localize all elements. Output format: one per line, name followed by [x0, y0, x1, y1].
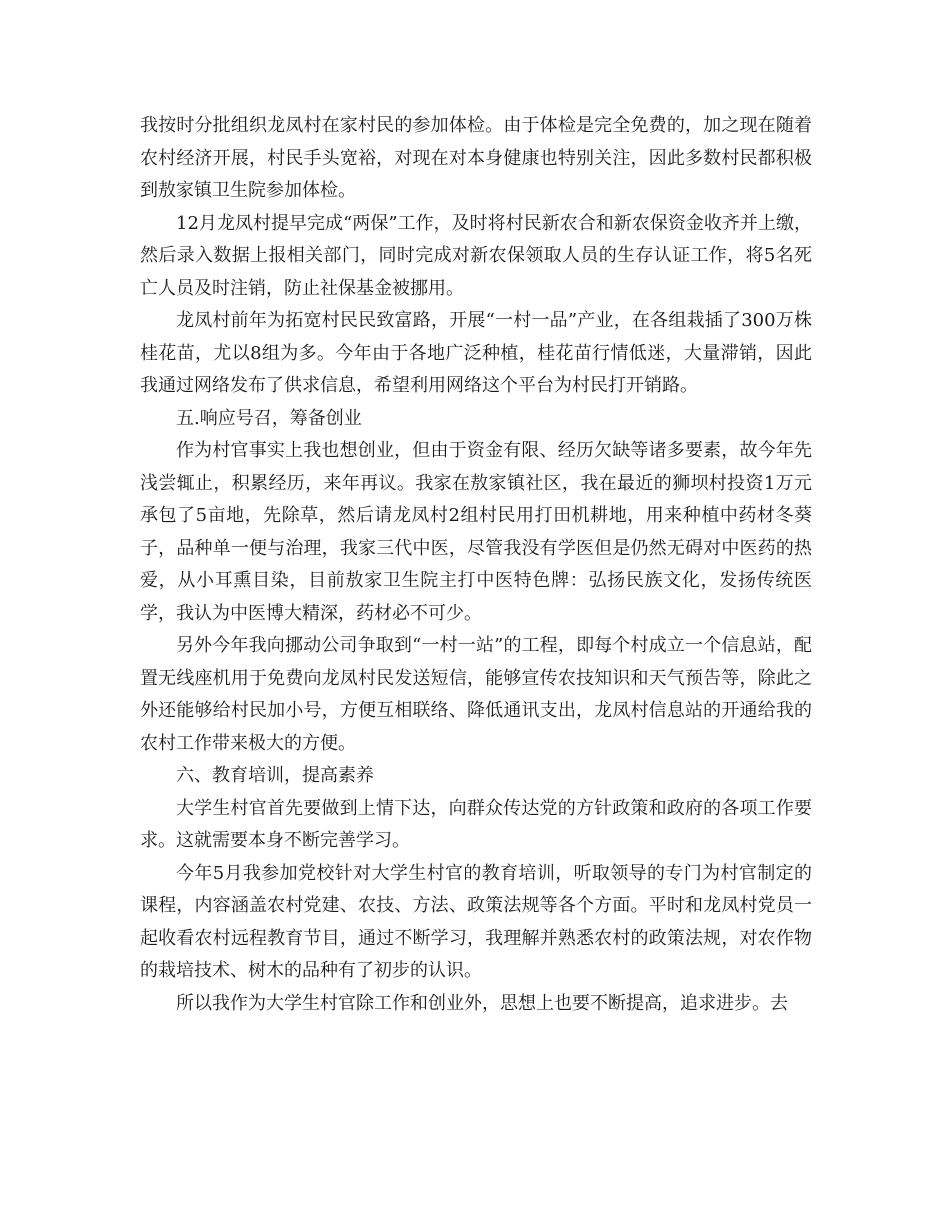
paragraph-two-insurances: 12月龙凤村提早完成“两保”工作，及时将村民新农合和新农保资金收齐并上缴，然后录入数据上报相关部门，同时完成对新农保领取人员的生存认证工作，将5名死亡人员及时注销，防止社保基金被挪用。 [140, 212, 812, 299]
paragraph-osmanthus: 龙凤村前年为拓宽村民民致富路，开展“一村一品”产业，在各组栽插了300万株桂花苗，尤以8组为多。今年由于各地广泛种植，桂花苗行情低迷，大量滞销，因此我通过网络发布了供求信息，希望利用网络这个平台为村民打开销路。 [140, 310, 812, 396]
section-heading-five: 五.响应号召，筹备创业 [176, 407, 362, 429]
paragraph-training: 今年5月我参加党校针对大学生村官的教育培训，听取领导的专门为村官制定的课程，内容涵盖农村党建、农技、方法、政策法规等各个方面。平时和龙凤村党员一起收看农村远程教育节目，通过不断学习，我理解并熟悉农村的政策法规，对农作物的栽培技术、树木的品种有了初步的认识。 [140, 862, 812, 981]
paragraph-progress: 所以我作为大学生村官除工作和创业外，思想上也要不断提高，追求进步。去 [176, 992, 788, 1014]
paragraph-health-check: 我按时分批组织龙凤村在家村民的参加体检。由于体检是完全免费的，加之现在随着农村经济开展，村民手头宽裕，对现在对本身健康也特别关注，因此多数村民都积极到敖家镇卫生院参加体检。 [140, 115, 812, 201]
paragraph-entrepreneurship: 作为村官事实上我也想创业，但由于资金有限、经历欠缺等诸多要素，故今年先浅尝辄止，积累经历，来年再议。我家在敖家镇社区，我在最近的狮坝村投资1万元承包了5亩地，先除草，然后请龙凤村2组村民用打田机耕地，用来种植中药材冬葵子，品种单一便与治理，我家三代中医，尽管我没有学医但是仍然无碍对中医药的热爱，从小耳熏目染，目前敖家卫生院主打中医特色牌：弘扬民族文化，发扬传统医学，我认为中医博大精深，药材必不可少。 [140, 440, 812, 624]
document-page [140, 110, 812, 1020]
paragraph-info-station: 另外今年我向挪动公司争取到“一村一站”的工程，即每个村成立一个信息站，配置无线座机用于免费向龙凤村民发送短信，能够宣传农技知识和天气预告等，除此之外还能够给村民加小号，方便互相联络、降低通讯支出，龙凤村信息站的开通给我的农村工作带来极大的方便。 [140, 635, 812, 754]
paragraph-study: 大学生村官首先要做到上情下达，向群众传达党的方针政策和政府的各项工作要求。这就需要本身不断完善学习。 [140, 797, 812, 851]
section-heading-six: 六、教育培训，提高素养 [176, 765, 374, 786]
